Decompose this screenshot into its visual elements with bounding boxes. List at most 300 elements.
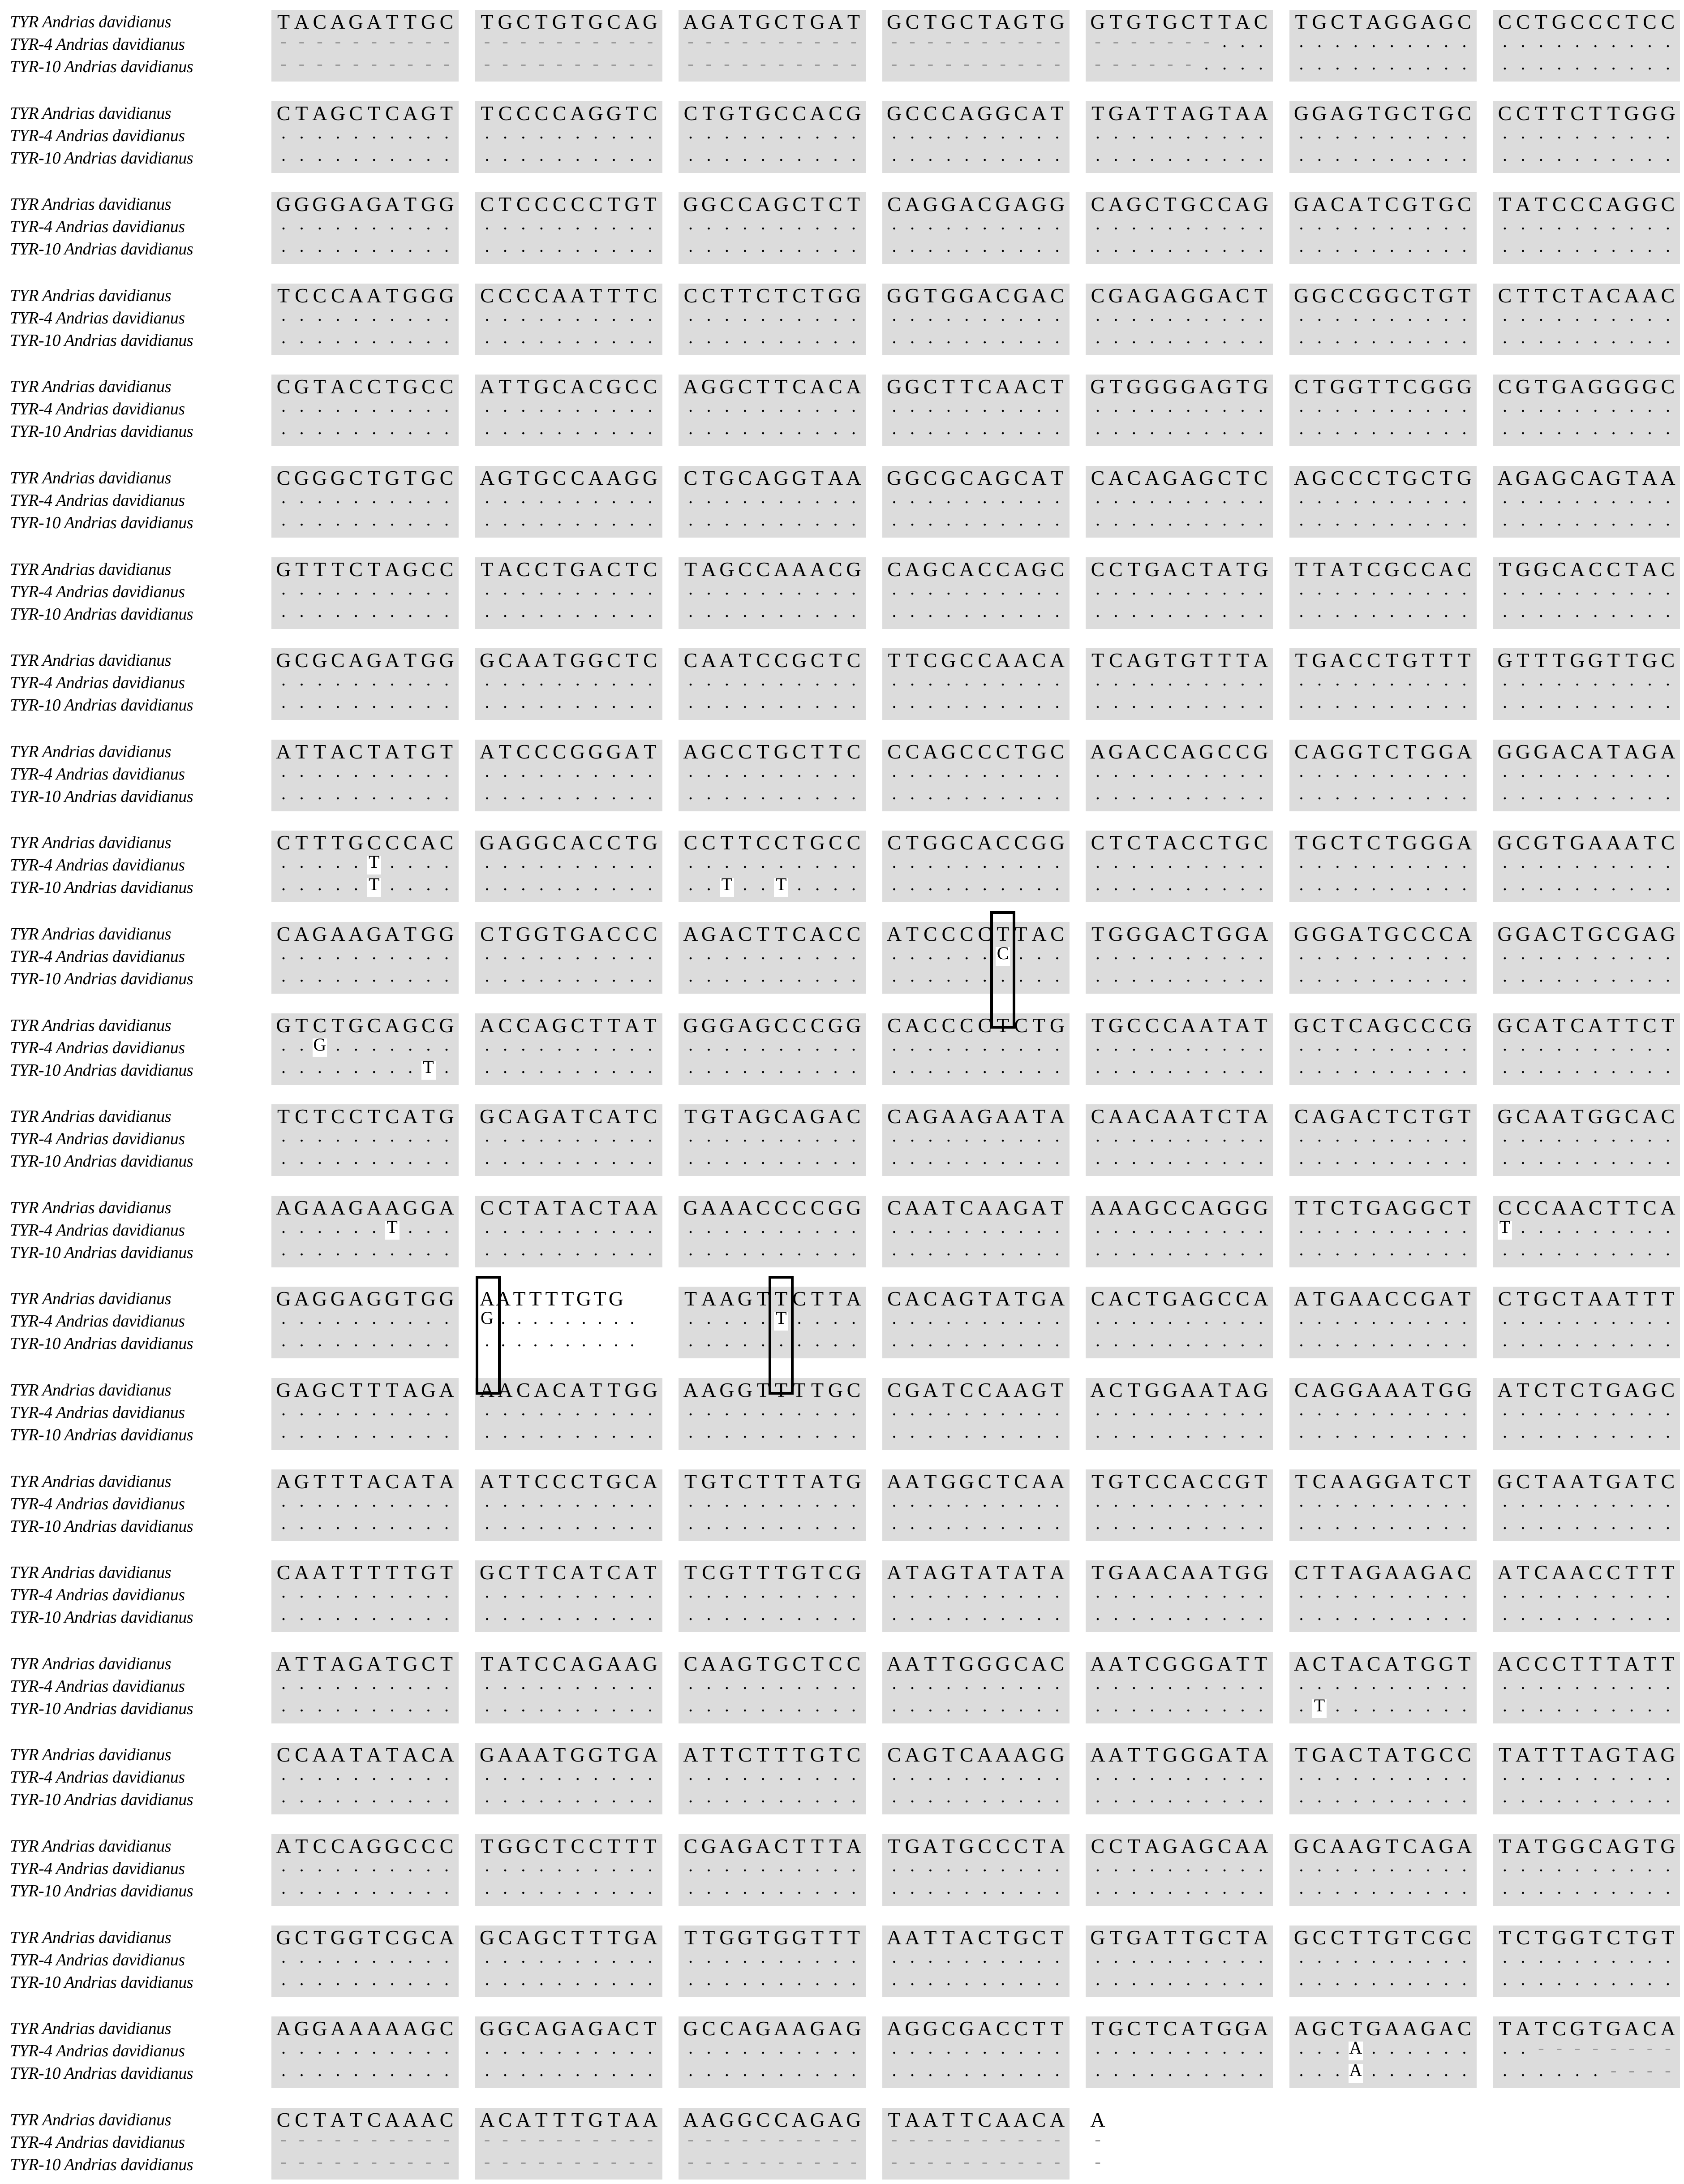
reference-sequence-row <box>1493 1288 1680 1310</box>
alignment-character: . <box>390 213 395 234</box>
alignment-character: . <box>760 965 765 986</box>
base: G <box>1624 922 1639 945</box>
base: G <box>1420 1287 1436 1310</box>
tyr10-sequence-row <box>475 1512 662 1538</box>
base: A <box>479 1469 495 1493</box>
alignment-character: . <box>485 1695 490 1715</box>
tyr4-sequence-row <box>882 854 1070 876</box>
alignment-character: . <box>1353 600 1358 621</box>
alignment-character: . <box>1462 1604 1467 1624</box>
alignment-character: . <box>1037 1764 1041 1784</box>
base: G <box>1253 193 1268 216</box>
alignment-character: . <box>281 509 286 530</box>
base: T <box>960 375 973 398</box>
alignment-character: . <box>1168 509 1173 530</box>
alignment-character: . <box>521 943 526 963</box>
base: G <box>1660 101 1675 125</box>
alignment-character: . <box>557 965 562 986</box>
base: T <box>1164 101 1177 125</box>
alignment-character: T <box>366 876 382 899</box>
base: T <box>625 649 639 672</box>
alignment-character: . <box>1131 692 1136 712</box>
base: C <box>829 557 842 581</box>
alignment-character: . <box>1113 943 1118 963</box>
alignment-block <box>0 1647 1684 1728</box>
alignment-character: . <box>1335 487 1340 507</box>
tyr4-sequence-row <box>1289 760 1477 785</box>
alignment-character: . <box>1131 396 1136 416</box>
base: A <box>1420 10 1436 33</box>
alignment-character: . <box>1037 487 1041 507</box>
alignment-character: . <box>353 783 358 803</box>
alignment-character: . <box>1299 692 1304 712</box>
sequence-segment <box>271 1652 459 1723</box>
alignment-character: . <box>1629 327 1634 347</box>
alignment-character: . <box>1444 1581 1448 1602</box>
alignment-character: - <box>502 31 508 51</box>
alignment-character: . <box>1131 213 1136 234</box>
alignment-character: . <box>1168 1672 1173 1693</box>
base: G <box>941 740 956 763</box>
base: A <box>498 1743 513 1766</box>
alignment-character: . <box>1611 1604 1616 1624</box>
alignment-character: . <box>724 1216 729 1237</box>
base: C <box>941 557 956 581</box>
alignment-character: . <box>1353 1422 1358 1442</box>
alignment-character: . <box>1018 692 1023 712</box>
sequence-segment <box>1493 1104 1680 1176</box>
base: G <box>719 101 735 125</box>
reference-sequence-row <box>1289 375 1477 398</box>
alignment-character: . <box>1317 487 1322 507</box>
alignment-character: . <box>1462 1581 1467 1602</box>
alignment-character: . <box>1299 1125 1304 1146</box>
alignment-character: . <box>426 144 431 165</box>
base: G <box>439 284 454 307</box>
alignment-character: . <box>982 1490 987 1511</box>
alignment-character: . <box>1037 1490 1041 1511</box>
alignment-character: . <box>1055 1148 1060 1168</box>
alignment-character: . <box>317 692 322 712</box>
base: G <box>1031 831 1047 854</box>
base: G <box>846 557 861 581</box>
alignment-character: . <box>648 965 653 986</box>
alignment-character: . <box>1335 1764 1340 1784</box>
alignment-character: . <box>372 1399 377 1419</box>
alignment-character: . <box>1611 943 1616 963</box>
reference-sequence-row <box>679 923 866 945</box>
alignment-character: . <box>1299 1786 1304 1807</box>
alignment-character: . <box>1186 327 1191 347</box>
alignment-character: . <box>611 487 616 507</box>
alignment-character: . <box>1353 578 1358 599</box>
alignment-character: . <box>1521 144 1525 165</box>
alignment-character: . <box>1593 1512 1598 1533</box>
alignment-character: . <box>688 1764 693 1784</box>
alignment-character: . <box>335 236 340 256</box>
alignment-character: . <box>946 418 951 439</box>
alignment-character: . <box>593 396 598 416</box>
base: T <box>1625 466 1638 489</box>
base: C <box>683 466 698 489</box>
alignment-character: . <box>1521 1216 1525 1237</box>
base: T <box>481 1652 494 1675</box>
alignment-character: . <box>281 1148 286 1168</box>
alignment-character: . <box>485 692 490 712</box>
alignment-character: . <box>1113 1855 1118 1875</box>
alignment-character: . <box>1611 1330 1616 1351</box>
base: T <box>295 1013 308 1037</box>
base: C <box>1588 1196 1602 1219</box>
alignment-character: . <box>1113 965 1118 986</box>
base: A <box>1126 284 1142 307</box>
base: T <box>1607 1013 1620 1037</box>
base: G <box>756 1013 771 1037</box>
base: C <box>829 831 842 854</box>
base: T <box>1458 1469 1471 1493</box>
tyr10-sequence-row <box>271 600 459 625</box>
alignment-character: . <box>575 669 580 690</box>
alignment-character: . <box>892 692 897 712</box>
alignment-character: - <box>610 53 617 73</box>
alignment-character: . <box>946 1148 951 1168</box>
alignment-character: . <box>299 1216 304 1237</box>
tyr4-sequence-row <box>475 122 662 147</box>
base: C <box>1254 831 1268 854</box>
reference-sequence-row <box>1086 1744 1273 1766</box>
alignment-character: - <box>280 53 287 73</box>
alignment-character: . <box>779 418 784 439</box>
alignment-character: . <box>1222 304 1227 325</box>
alignment-character: . <box>1575 1581 1580 1602</box>
alignment-character: . <box>557 418 562 439</box>
alignment-character: . <box>408 874 413 895</box>
base: G <box>312 922 327 945</box>
alignment-character: . <box>1095 1308 1100 1328</box>
base: A <box>683 375 698 398</box>
base: G <box>1439 284 1454 307</box>
alignment-character: . <box>1150 965 1155 986</box>
alignment-character: . <box>299 122 304 142</box>
alignment-character: . <box>797 692 802 712</box>
alignment-character: . <box>1462 1125 1467 1146</box>
alignment-character: - <box>1095 31 1101 51</box>
alignment-character: . <box>1222 874 1227 895</box>
alignment-character: . <box>1095 1330 1100 1351</box>
alignment-character: . <box>815 1056 820 1077</box>
alignment-character: . <box>1095 1216 1100 1237</box>
alignment-character: . <box>281 1239 286 1259</box>
alignment-character: . <box>1538 1422 1543 1442</box>
base: T <box>498 740 511 763</box>
base: A <box>1181 740 1196 763</box>
base: A <box>1126 101 1142 125</box>
alignment-character: . <box>1335 1216 1340 1237</box>
base: C <box>589 831 603 854</box>
base: T <box>1458 1652 1471 1675</box>
base: C <box>1385 193 1399 216</box>
reference-sequence-row <box>1493 1744 1680 1766</box>
base: T <box>331 1013 344 1037</box>
alignment-character: . <box>1335 1422 1340 1442</box>
base: C <box>1366 831 1381 854</box>
alignment-character: . <box>630 1148 634 1168</box>
alignment-character: . <box>593 1399 598 1419</box>
alignment-character: . <box>833 1878 838 1898</box>
base: A <box>1456 831 1472 854</box>
alignment-character: . <box>1055 487 1060 507</box>
alignment-character: . <box>1150 396 1155 416</box>
base: T <box>517 375 530 398</box>
alignment-character: . <box>1611 53 1616 73</box>
tyr4-sequence-row <box>475 1672 662 1697</box>
alignment-character: . <box>281 1216 286 1237</box>
alignment-character: . <box>521 1125 526 1146</box>
base: T <box>942 1378 955 1401</box>
tyr10-sequence-row <box>1289 1424 1477 1446</box>
alignment-character: . <box>1426 396 1431 416</box>
base: G <box>1049 1743 1065 1766</box>
alignment-character: . <box>575 122 580 142</box>
base: T <box>1331 1561 1344 1584</box>
alignment-character: . <box>1557 509 1562 530</box>
sequence-segment <box>1289 1652 1477 1723</box>
alignment-character: . <box>503 943 507 963</box>
alignment-character: . <box>557 1239 562 1259</box>
reference-sequence-row <box>271 1744 459 1766</box>
alignment-character: . <box>1462 1672 1467 1693</box>
base: A <box>534 1378 549 1401</box>
alignment-character: . <box>575 783 580 803</box>
sequence-segment <box>679 922 866 994</box>
base: T <box>1516 1561 1529 1584</box>
sequence-segment <box>1289 1196 1477 1267</box>
alignment-character: . <box>1611 578 1616 599</box>
base: G <box>624 1743 640 1766</box>
alignment-character: . <box>1521 1239 1525 1259</box>
alignment-character: . <box>1018 1148 1023 1168</box>
alignment-character: . <box>503 236 507 256</box>
alignment-character: . <box>760 1034 765 1055</box>
alignment-character: . <box>1462 760 1467 781</box>
alignment-character: . <box>1168 1399 1173 1419</box>
alignment-character: . <box>299 1034 304 1055</box>
alignment-character: . <box>1001 122 1005 142</box>
alignment-character: . <box>390 487 395 507</box>
alignment-character: . <box>1389 1216 1394 1237</box>
alignment-character: . <box>946 578 951 599</box>
base: T <box>553 922 566 945</box>
base: C <box>1439 1743 1453 1766</box>
base: T <box>811 1835 824 1857</box>
alignment-character: . <box>593 874 598 895</box>
alignment-character: . <box>1389 1399 1394 1419</box>
base: G <box>1402 193 1418 216</box>
base: G <box>330 466 345 489</box>
base: G <box>421 740 436 763</box>
alignment-character: . <box>611 1512 616 1533</box>
alignment-character: . <box>928 783 933 803</box>
alignment-character: . <box>648 144 653 165</box>
base: G <box>1108 740 1124 763</box>
alignment-character: . <box>1611 1239 1616 1259</box>
alignment-character: . <box>648 1034 653 1055</box>
alignment-character: . <box>372 1422 377 1442</box>
tyr4-sequence-row <box>1086 489 1273 512</box>
alignment-character: . <box>1503 1604 1507 1624</box>
reference-sequence-row <box>679 1197 866 1219</box>
alignment-character: . <box>1426 1216 1431 1237</box>
base: G <box>276 1287 291 1310</box>
alignment-character: . <box>1258 669 1263 690</box>
base: C <box>480 922 494 945</box>
tyr4-sequence-row <box>475 1310 662 1332</box>
base: A <box>1293 1287 1309 1310</box>
alignment-character: . <box>503 692 507 712</box>
sequence-segment <box>475 1652 662 1723</box>
alignment-character: . <box>1503 1148 1507 1168</box>
base: C <box>367 1013 381 1037</box>
alignment-character: . <box>485 783 490 803</box>
alignment-character: . <box>1001 1239 1005 1259</box>
base: A <box>719 1287 735 1310</box>
alignment-character: . <box>743 1512 747 1533</box>
alignment-character: . <box>353 304 358 325</box>
base: G <box>701 1105 717 1128</box>
base: T <box>684 1469 697 1493</box>
alignment-character: . <box>444 1239 449 1259</box>
base: T <box>607 1743 620 1766</box>
alignment-character: . <box>335 418 340 439</box>
alignment-character: . <box>503 327 507 347</box>
alignment-character: . <box>851 1239 856 1259</box>
tyr4-sequence-row <box>475 1581 662 1606</box>
alignment-character: . <box>408 669 413 690</box>
alignment-character: . <box>521 669 526 690</box>
alignment-character: . <box>390 327 395 347</box>
alignment-character: . <box>1503 122 1507 142</box>
alignment-character: . <box>517 1308 522 1328</box>
alignment-character: . <box>833 327 838 347</box>
tyr10-sequence-row <box>1289 785 1477 808</box>
reference-sequence-row <box>1289 467 1477 489</box>
base: G <box>570 740 585 763</box>
tyr10-sequence-row <box>882 1424 1070 1446</box>
alignment-character: . <box>1575 692 1580 712</box>
base: T <box>277 284 290 307</box>
base: C <box>774 10 788 33</box>
base: G <box>1217 1196 1232 1219</box>
base: G <box>403 284 418 307</box>
alignment-character: . <box>724 1148 729 1168</box>
alignment-character: . <box>1665 1125 1670 1146</box>
alignment-character: . <box>1426 122 1431 142</box>
base: A <box>1031 1196 1047 1219</box>
alignment-character: . <box>1371 1125 1376 1146</box>
alignment-character: . <box>1018 418 1023 439</box>
alignment-character: . <box>1240 122 1245 142</box>
alignment-character: . <box>724 144 729 165</box>
alignment-character: . <box>910 874 915 895</box>
base: C <box>534 193 549 216</box>
alignment-character: . <box>485 1216 490 1237</box>
alignment-character: . <box>503 1034 507 1055</box>
alignment-character: . <box>1444 509 1448 530</box>
base: A <box>1384 1378 1400 1401</box>
alignment-character: . <box>630 1034 634 1055</box>
alignment-character: . <box>946 760 951 781</box>
alignment-character: . <box>1150 144 1155 165</box>
base: A <box>348 193 364 216</box>
alignment-character: . <box>1001 144 1005 165</box>
base: C <box>607 1561 621 1584</box>
base: C <box>1570 1013 1585 1037</box>
alignment-character: . <box>1503 1308 1507 1328</box>
alignment-character: . <box>779 943 784 963</box>
base: A <box>1330 101 1345 125</box>
alignment-character: . <box>1408 965 1413 986</box>
base: T <box>1607 649 1620 672</box>
reference-sequence-row <box>475 1105 662 1128</box>
base: T <box>793 1378 806 1401</box>
base: T <box>1254 1469 1267 1493</box>
alignment-character: . <box>1037 1239 1041 1259</box>
alignment-character: . <box>1389 418 1394 439</box>
base: C <box>1534 1196 1548 1219</box>
alignment-character: . <box>1538 144 1543 165</box>
alignment-character: . <box>1557 1148 1562 1168</box>
alignment-character: . <box>1168 1604 1173 1624</box>
tyr10-sequence-row <box>1289 1241 1477 1264</box>
alignment-character: . <box>390 1490 395 1511</box>
base: G <box>348 1196 364 1219</box>
base: T <box>517 1196 530 1219</box>
alignment-character: . <box>743 1056 747 1077</box>
alignment-character: . <box>1389 965 1394 986</box>
alignment-character: . <box>1037 1330 1041 1351</box>
alignment-character: . <box>1150 418 1155 439</box>
alignment-character: . <box>611 578 616 599</box>
alignment-character: . <box>1299 236 1304 256</box>
alignment-character: . <box>426 1216 431 1237</box>
alignment-character: . <box>1647 874 1652 895</box>
alignment-character: . <box>1557 1581 1562 1602</box>
alignment-character: . <box>833 852 838 872</box>
alignment-character: . <box>353 418 358 439</box>
alignment-character: . <box>1258 1764 1263 1784</box>
alignment-character: . <box>1299 122 1304 142</box>
tyr10-sequence-row <box>475 785 662 808</box>
base: T <box>1385 649 1398 672</box>
alignment-character: . <box>779 965 784 986</box>
alignment-character: . <box>1095 1034 1100 1055</box>
base: G <box>439 1105 454 1128</box>
base: A <box>1049 649 1065 672</box>
sequence-segment <box>475 648 662 720</box>
tyr10-sequence-row <box>679 876 866 899</box>
base: A <box>276 1835 291 1857</box>
alignment-character: . <box>1353 692 1358 712</box>
alignment-character: . <box>1371 1581 1376 1602</box>
alignment-character: . <box>593 1672 598 1693</box>
alignment-character: . <box>1426 236 1431 256</box>
sequence-segment <box>1086 1469 1273 1541</box>
sequence-segment <box>1493 648 1680 720</box>
alignment-character: . <box>1371 396 1376 416</box>
base: G <box>642 1652 658 1675</box>
alignment-character: . <box>1018 1786 1023 1807</box>
alignment-character: - <box>484 31 490 51</box>
